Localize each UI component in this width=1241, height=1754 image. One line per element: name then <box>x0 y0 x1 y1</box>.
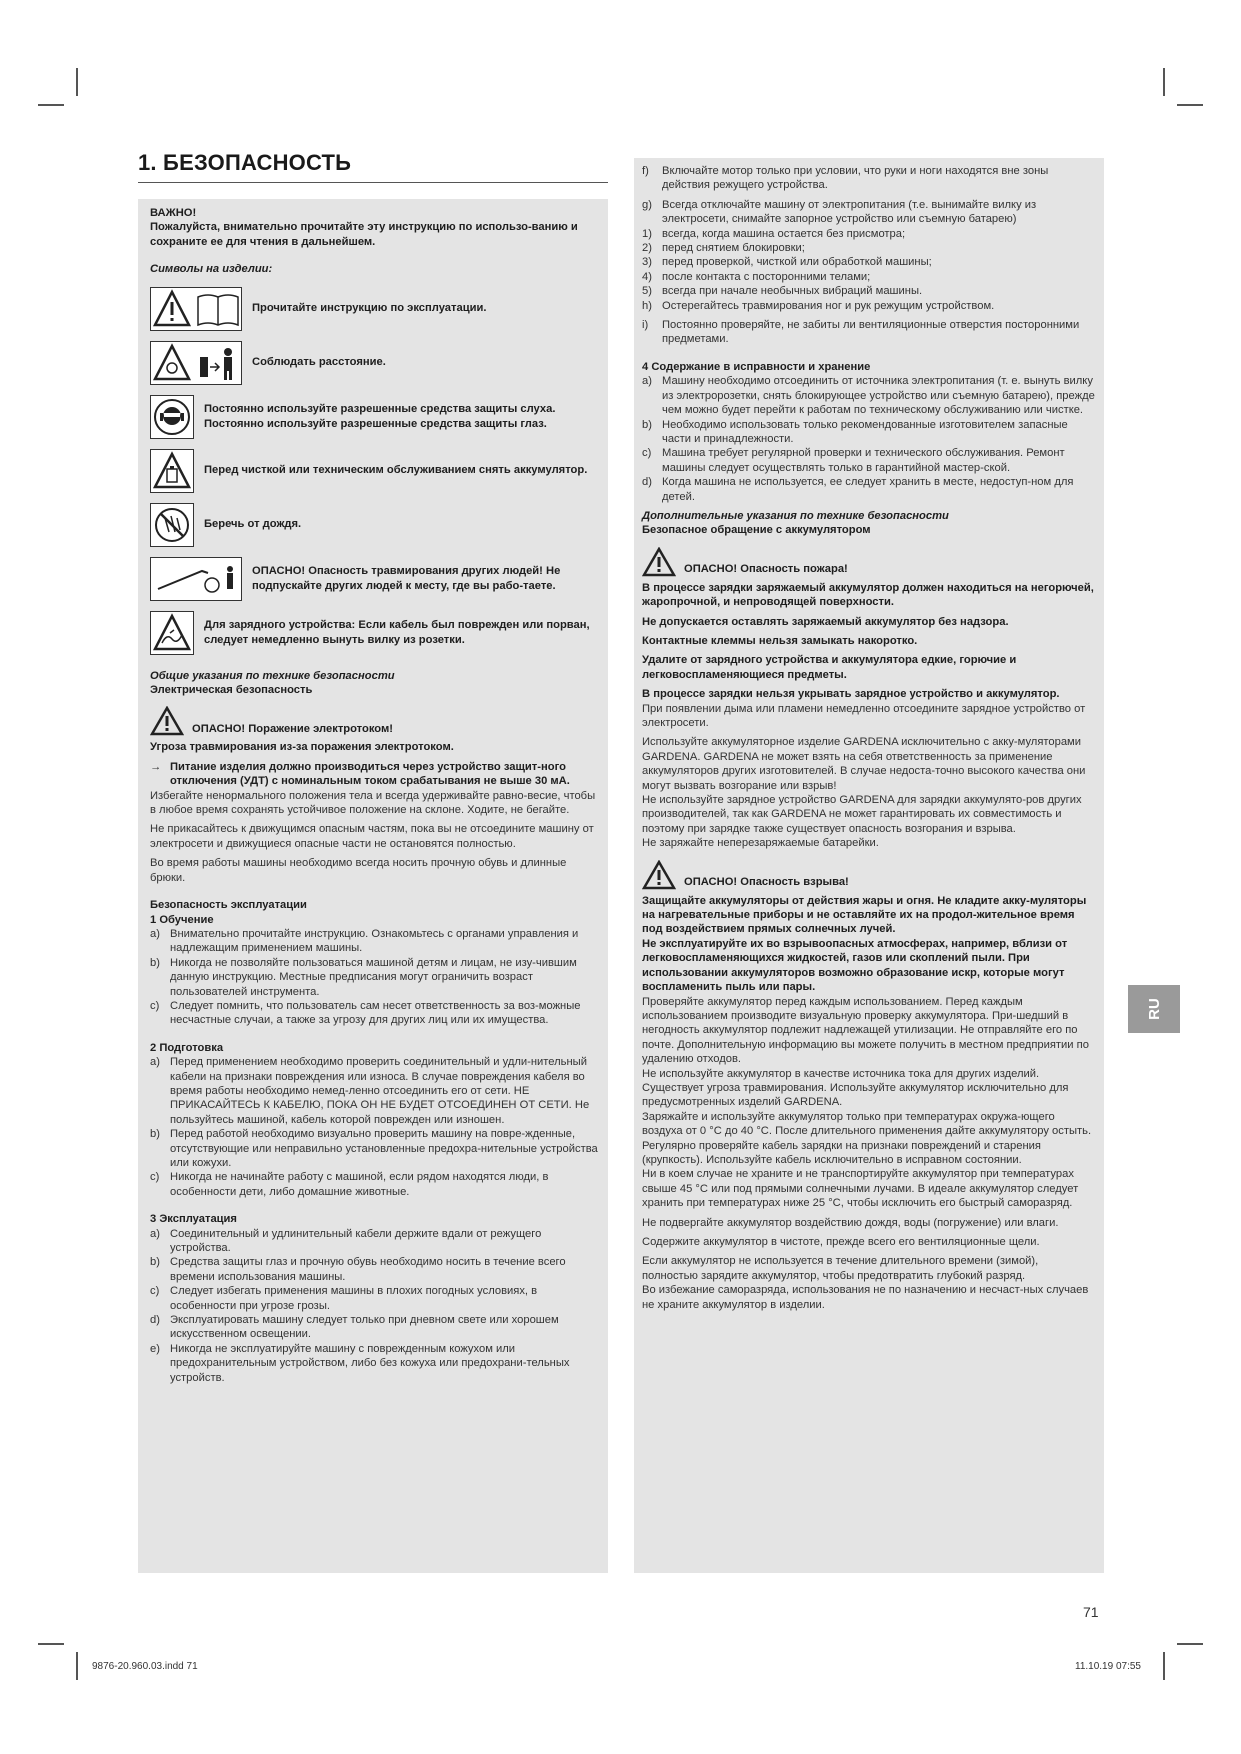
numbered-item: 4) после контакта с посторонними телами; <box>642 270 871 283</box>
list-item: d) Когда машина не используется, ее следует хранить в месте, недоступ-ном для детей. <box>642 476 1074 503</box>
footer-date: 11.10.19 07:55 <box>1075 1661 1141 1672</box>
training-heading: 1 Обучение <box>150 913 214 926</box>
crop-mark <box>38 104 64 106</box>
paragraph: Если аккумулятор не используется в течение длительного времени (зимой), полностью зарядите аккумулятор, чтобы предотвратить глубокий разряд. <box>642 1255 1039 1282</box>
language-tab <box>1128 985 1180 1033</box>
list-item: a) Перед применением необходимо проверить соединительный и удли-нительный кабели на признаки повреждения или износа. В случае повреждения кабеля во время работы необходимо немед-ленно отсоединить его от сети. НЕ ПРИКАСАЙТЕСЬ К КАБЕЛЮ, ПОКА ОН НЕ БУДЕТ ОТСОЕДИНЕН ОТ СЕТИ. Не пользуйтесь машиной, кабель которой поврежден или изношен. <box>150 1056 590 1126</box>
explosion-warning-text: ОПАСНО! Опасность взрыва! <box>684 876 849 889</box>
no-rain-icon <box>150 503 194 547</box>
paragraph: Не прикасайтесь к движущимся опасным частям, пока вы не отсоедините машину от электросети и движущиеся опасные части не остановятся полностью. <box>150 823 594 850</box>
symbol-row <box>150 502 600 548</box>
crop-mark <box>76 1652 78 1680</box>
important-heading: ВАЖНО! <box>150 207 197 219</box>
page-number: 71 <box>1083 1604 1099 1620</box>
extra-safety-heading: Дополнительные указания по технике безопасности <box>642 509 949 522</box>
list-item: b) Средства защиты глаз и прочную обувь необходимо носить в течение всего времени использования машины. <box>150 1256 566 1283</box>
symbol-text: Беречь от дождя. <box>204 518 302 531</box>
list-item: c) Следует помнить, что пользователь сам несет ответственность за воз-можные несчастные случаи, а также за угрозу для других лиц или их имущества. <box>150 999 581 1027</box>
symbol-row <box>150 394 600 440</box>
crop-mark <box>76 68 78 96</box>
shock-warning-text: ОПАСНО! Поражение электротоком! <box>192 723 393 736</box>
protective-gear-icon <box>150 395 194 439</box>
list-item: a) Соединительный и удлинительный кабели держите вдали от режущего устройства. <box>150 1227 542 1255</box>
numbered-item: 5) всегда при начале необычных вибраций машины. <box>642 285 923 298</box>
list-item: h) Остерегайтесь травмирования ног и рук режущим устройством. <box>642 299 995 312</box>
numbered-item: 1) всегда, когда машина остается без присмотра; <box>642 227 906 240</box>
numbered-item: 3) перед проверкой, чисткой или обработкой машины; <box>642 256 932 269</box>
paragraph: Не используйте зарядное устройство GARDENA для зарядки аккумулято-ров других производителей, так как GARDENA не может гарантировать их совместимость и поэтому при зарядке также существует опасность возгорания и взрыва. <box>642 794 1082 835</box>
numbered-item: 2) перед снятием блокировки; <box>642 242 805 255</box>
fire-bold: В процессе зарядки заряжаемый аккумулятор должен находиться на негорючей, жаропрочной, и непроводящей поверхности. <box>642 581 1094 609</box>
list-item: b) Перед работой необходимо визуально проверить машину на повре-жденные, отсутствующие или неправильно установленные предохра-нительные устройства или кожухи. <box>150 1128 598 1169</box>
general-safety-heading: Общие указания по технике безопасности <box>150 669 395 682</box>
language-tab-label: RU <box>1145 998 1163 1020</box>
fire-bold: В процессе зарядки нельзя укрывать зарядное устройство и аккумулятор. <box>642 688 1060 701</box>
symbol-text: ОПАСНО! Опасность травмирования других людей! Не подпускайте других людей к месту, где вы рабо-таете. <box>252 565 561 592</box>
symbol-row <box>150 286 600 332</box>
crop-mark <box>1163 68 1165 96</box>
electrical-safety-heading: Электрическая безопасность <box>150 684 313 697</box>
symbols-heading: Символы на изделии: <box>150 263 273 276</box>
symbol-text: Прочитайте инструкцию по эксплуатации. <box>252 302 487 315</box>
paragraph: Содержите аккумулятор в чистоте, прежде всего его вентиляционные щели. <box>642 1236 1040 1248</box>
paragraph: Не используйте аккумулятор в качестве источника тока для других изделий. Существует угроза травмирования. Используйте аккумулятор исключительно для предусмотренных изделий GARDENA. <box>642 1067 1069 1109</box>
shock-warning <box>150 706 600 736</box>
left-column <box>150 206 600 1385</box>
paragraph: Проверяйте аккумулятор перед каждым использованием. Перед каждым использованием производите визуальную проверку аккумулятора. При-шедший в негодность аккумулятор подлежит надлежащей утилизации. Не отправляйте его по почте. Дополнительную информацию вы можете получить в местном предприятии по удалению отходов. <box>642 995 1089 1066</box>
symbol-row <box>150 610 600 656</box>
explosion-warning <box>642 860 1097 890</box>
fire-bold: Не допускается оставлять заряжаемый аккумулятор без надзора. <box>642 615 1009 628</box>
paragraph: Во время работы машины необходимо всегда носить прочную обувь и длинные брюки. <box>150 857 567 884</box>
charger-cable-icon <box>150 611 194 655</box>
list-item: b) Никогда не позволяйте пользоваться машиной детям и лицам, не изу-чившим данную инструкцию. Местные предписания могут ограничить возраст пользователей инструмента. <box>150 956 577 998</box>
warning-icon <box>642 860 676 890</box>
explosion-bold: Защищайте аккумуляторы от действия жары и огня. Не кладите акку-муляторы на нагревательные приборы и не оставляйте их на продол-жительное время под воздействием прямых солнечных лучей. <box>642 894 1087 936</box>
symbol-text: Соблюдать расстояние. <box>252 356 386 369</box>
symbol-row <box>150 448 600 494</box>
symbol-text: Перед чисткой или техническим обслуживанием снять аккумулятор. <box>204 464 588 477</box>
rcd-note: → Питание изделия должно производиться через устройство защит-ного отключения (УДТ) с номинальным током срабатывания не выше 30 мА. <box>150 760 570 788</box>
list-item: b) Необходимо использовать только рекомендованные изготовителем запасные части и принадлежности. <box>642 418 1068 445</box>
list-item: e) Никогда не эксплуатируйте машину с поврежденным кожухом или предохранительным устройством, либо без кожуха или предохрани-тельных устройств. <box>150 1342 570 1384</box>
right-column <box>642 164 1097 1312</box>
paragraph: Используйте аккумуляторное изделие GARDENA исключительно с акку-муляторами GARDENA. GARDENA не может взять на себя ответственность за применение аккумуляторов других изготовителей. В случае недоста-точно высокого качества они могут вызвать возгорание или взрыв! <box>642 736 1086 792</box>
paragraph: Избегайте ненормального положения тела и всегда удерживайте равно-весие, чтобы в любое время сохранять устойчивое положение на склоне. Ходите, не бегайте. <box>150 789 596 817</box>
fire-warning-text: ОПАСНО! Опасность пожара! <box>684 563 848 576</box>
fire-warning <box>642 547 1097 577</box>
list-item: i) Постоянно проверяйте, не забиты ли вентиляционные отверстия посторонними предметами. <box>642 319 1080 346</box>
list-item: d) Эксплуатировать машину следует только при дневном свете или хорошем искусственном освещении. <box>150 1314 559 1341</box>
symbol-text: Постоянно используйте разрешенные средства защиты слуха. Постоянно используйте разрешенные средства защиты глаз. <box>204 403 556 430</box>
read-manual-icon <box>150 287 242 331</box>
list-item: c) Следует избегать применения машины в плохих погодных условиях, в особенности при угрозе грозы. <box>150 1285 538 1312</box>
symbol-text: Для зарядного устройства: Если кабель был поврежден или порван, следует немедленно вынуть вилку из розетки. <box>204 619 590 646</box>
battery-heading: Безопасное обращение с аккумулятором <box>642 524 871 537</box>
paragraph: Во избежание саморазряда, использования не по назначению и несчаст-ных случаев не храните аккумулятор в изделии. <box>642 1284 1089 1311</box>
bystander-danger-icon <box>150 557 242 601</box>
list-item: c) Машина требует регулярной проверки и технического обслуживания. Ремонт машины следует осуществлять только в гарантийной мастер-ской. <box>642 447 1065 474</box>
fire-bold: Удалите от зарядного устройства и аккумулятора едкие, горючие и легковоспламеняющиеся предметы. <box>642 654 1017 681</box>
page-title: 1. БЕЗОПАСНОСТЬ <box>138 150 608 183</box>
list-item: a) Внимательно прочитайте инструкцию. Ознакомьтесь с органами управления и надлежащим применением машины. <box>150 927 579 955</box>
list-item: c) Никогда не начинайте работу с машиной, если рядом находятся люди, в особенности дети, либо домашние животные. <box>150 1171 549 1198</box>
paragraph: Заряжайте и используйте аккумулятор только при температурах окружа-ющего воздуха от 0 °C до 40 °C. После длительного применения дайте аккумулятору остыть. <box>642 1110 1092 1138</box>
remove-battery-icon <box>150 449 194 493</box>
list-item: a) Машину необходимо отсоединить от источника электропитания (т. е. вынуть вилку из электророзетки, снять блокирующее устройство или съемную батарею), прежде чем можно будет перейти к работам по техническому обслуживанию или чистке. <box>642 375 1095 417</box>
paragraph: Ни в коем случае не храните и не транспортируйте аккумулятор при температурах свыше 45 °C или под прямыми солнечными лучами. В идеале аккумулятор следует хранить при температурах ниже 25 °C, чтобы исключить его быстрый саморазряд. <box>642 1168 1079 1210</box>
crop-mark <box>38 1643 64 1645</box>
symbol-row <box>150 556 600 602</box>
footer-file-info: 9876-20.960.03.indd 71 <box>92 1661 198 1672</box>
operation-safety-heading: Безопасность эксплуатации <box>150 899 307 912</box>
crop-mark <box>1177 104 1203 106</box>
fire-bold: Контактные клеммы нельзя замыкать накоротко. <box>642 634 918 647</box>
explosion-bold: Не эксплуатируйте их во взрывоопасных атмосферах, например, вблизи от легковоспламеняющихся жидкостей, газов или скоплений пыли. При использовании аккумуляторов возможно образование искр, которые могут воспламенить пыль или пары. <box>642 937 1068 994</box>
keep-distance-icon <box>150 341 242 385</box>
warning-icon <box>642 547 676 577</box>
operation-heading: 3 Эксплуатация <box>150 1213 237 1226</box>
shock-text: Угроза травмирования из-за поражения электротоком. <box>150 741 454 754</box>
preparation-heading: 2 Подготовка <box>150 1041 224 1054</box>
warning-icon <box>150 706 184 736</box>
paragraph: Регулярно проверяйте кабель зарядки на признаки повреждений и старения (крупкость). Используйте кабель исключительно в исправном состоянии. <box>642 1139 1041 1166</box>
list-item: g) Всегда отключайте машину от электропитания (т.е. вынимайте вилку из электросети, снимайте запорное устройство или съемную батарею) <box>642 198 1037 226</box>
important-text: Пожалуйста, внимательно прочитайте эту инструкцию по использо-ванию и сохраните ее для чтения в дальнейшем. <box>150 221 578 248</box>
paragraph: При появлении дыма или пламени немедленно отсоедините зарядное устройство от электросети. <box>642 702 1086 729</box>
crop-mark <box>1163 1652 1165 1680</box>
symbol-row <box>150 340 600 386</box>
arrow-right-icon: → <box>150 760 162 773</box>
maintenance-heading: 4 Содержание в исправности и хранение <box>642 360 871 373</box>
list-item: f) Включайте мотор только при условии, что руки и ноги находятся вне зоны действия режущего устройства. <box>642 165 1049 192</box>
paragraph: Не подвергайте аккумулятор воздействию дождя, воды (погружение) или влаги. <box>642 1216 1059 1229</box>
paragraph: Не заряжайте неперезаряжаемые батарейки. <box>642 837 879 850</box>
crop-mark <box>1177 1643 1203 1645</box>
